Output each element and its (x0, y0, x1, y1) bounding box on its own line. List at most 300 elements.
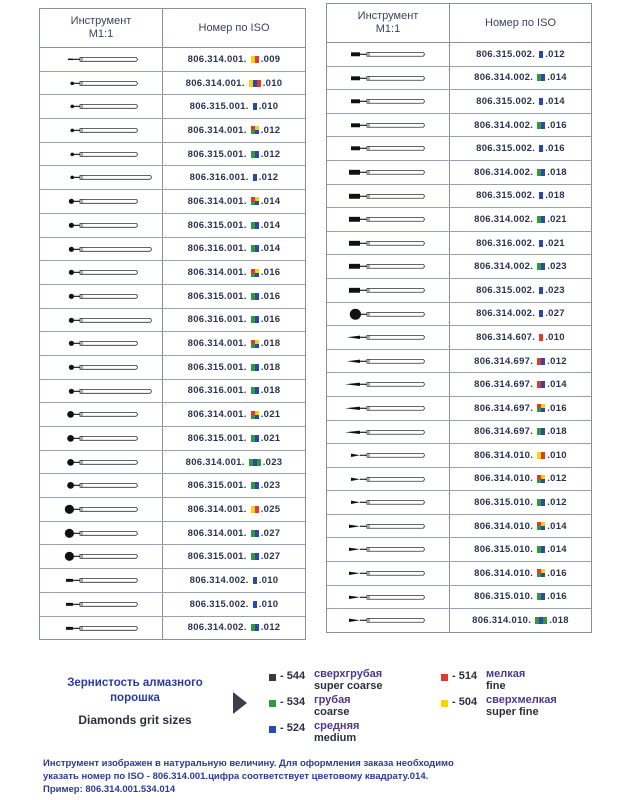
tool-head (349, 572, 360, 575)
table-row (40, 451, 305, 475)
grit-color-squares (251, 506, 259, 513)
shank (367, 383, 425, 387)
iso-size: .012 (547, 355, 567, 367)
iso-number-cell (450, 421, 591, 444)
grit-color-squares (249, 80, 261, 87)
tool-drawing-cell (40, 285, 163, 308)
iso-size: .023 (547, 261, 567, 273)
tool-header-label: Инструмент (70, 15, 132, 27)
iso-number-cell (450, 397, 591, 420)
iso-number-cell (450, 185, 591, 208)
iso-size: .016 (547, 402, 567, 414)
shank (367, 52, 425, 56)
shank (80, 602, 138, 606)
grit-en: medium (314, 732, 357, 744)
table-row (40, 190, 305, 214)
iso-number-cell (450, 232, 591, 255)
tool-drawing-cell (40, 48, 163, 71)
iso-size: .018 (260, 385, 281, 397)
iso-number-cell (163, 545, 305, 568)
grit-square (255, 344, 259, 348)
grit-color-squares (251, 316, 259, 323)
tool-head (65, 552, 74, 561)
grit-color-swatch (441, 674, 448, 681)
iso-size: .016 (260, 290, 281, 302)
bur-tool-icon (40, 190, 162, 213)
bur-tool-icon (327, 326, 449, 349)
iso-number: 806.315.002. (476, 284, 536, 296)
iso-size: .014 (547, 379, 567, 391)
grit-square (255, 151, 259, 158)
bur-tool-icon (327, 67, 449, 90)
tool-drawing-cell (40, 569, 163, 592)
tool-drawing-cell (40, 545, 163, 568)
table-header (327, 4, 591, 43)
grit-square (541, 216, 545, 223)
iso-number-cell (450, 43, 591, 66)
grit-square (255, 273, 259, 277)
tool-head (349, 264, 360, 269)
shank (367, 194, 425, 198)
grit-text (486, 694, 557, 718)
iso-number-cell (163, 190, 305, 213)
table-row (40, 593, 305, 617)
table-row (40, 569, 305, 593)
iso-number-cell (450, 491, 591, 514)
tool-head (345, 407, 360, 410)
table-row (40, 119, 305, 143)
iso-size: .009 (260, 53, 281, 65)
iso-number: 806.314.697. (474, 355, 534, 367)
tool-drawing-cell (40, 309, 163, 332)
shank (80, 105, 138, 109)
grit-color-swatch (269, 700, 276, 707)
table-row (327, 350, 591, 374)
tool-head (65, 505, 74, 514)
right-table-body (327, 43, 591, 632)
table-row (327, 562, 591, 586)
shank (80, 128, 138, 132)
iso-size: .010 (262, 77, 283, 89)
grit-item-544 (269, 668, 382, 692)
table-row (40, 380, 305, 404)
tool-head (69, 246, 74, 251)
bur-tool-icon (40, 522, 162, 545)
table-row (40, 72, 305, 96)
table-row (40, 427, 305, 451)
bur-tool-icon (40, 261, 162, 284)
table-header (40, 9, 305, 48)
grit-code: - 544 (280, 670, 306, 682)
iso-number-cell (450, 90, 591, 113)
grit-square (541, 526, 545, 530)
table-row (40, 143, 305, 167)
shank (367, 288, 425, 292)
table-row (40, 285, 305, 309)
bur-tool-icon (40, 356, 162, 379)
grit-square (253, 103, 257, 110)
table-row (327, 137, 591, 161)
shank (367, 76, 425, 80)
tool-column-header (327, 4, 450, 42)
grit-color-squares (249, 459, 261, 466)
tool-drawing-cell (40, 166, 163, 189)
iso-column-header: Номер по ISO (485, 16, 556, 29)
shank (367, 335, 425, 339)
iso-number: 806.314.001. (187, 527, 247, 539)
grit-square (541, 546, 545, 553)
table-row (40, 48, 305, 72)
iso-size: .021 (260, 409, 281, 421)
bur-tool-icon (327, 114, 449, 137)
bur-tool-icon (327, 538, 449, 561)
grit-color-squares (251, 269, 259, 277)
iso-number: 806.315.002. (476, 95, 536, 107)
tool-head (351, 501, 360, 504)
shank (80, 223, 138, 227)
tool-drawing-cell (40, 403, 163, 426)
iso-size: .016 (260, 267, 281, 279)
grit-color-squares (251, 293, 259, 300)
iso-size: .014 (260, 243, 281, 255)
iso-number: 806.314.010. (474, 473, 534, 485)
bur-tool-icon (40, 451, 162, 474)
tool-head (349, 595, 360, 598)
iso-number-cell (163, 261, 305, 284)
tool-drawing-cell (327, 255, 450, 278)
shank (80, 578, 138, 582)
shank (367, 619, 425, 623)
grit-square (255, 387, 259, 394)
tool-head (351, 52, 360, 56)
grit-square (257, 459, 261, 466)
iso-size: .018 (545, 190, 565, 202)
table-row (327, 491, 591, 515)
tool-head (349, 170, 360, 175)
table-row (40, 166, 305, 190)
grit-square (539, 98, 543, 105)
tool-head (349, 193, 360, 198)
tool-head (66, 603, 73, 606)
tool-drawing-cell (327, 161, 450, 184)
iso-size: .023 (260, 480, 281, 492)
iso-number-cell (163, 72, 305, 95)
grit-color-squares (537, 216, 545, 223)
grit-en: super coarse (314, 680, 383, 692)
iso-number: 806.314.001. (187, 267, 247, 279)
iso-size: .010 (545, 331, 565, 343)
grit-square (541, 74, 545, 81)
table-row (40, 214, 305, 238)
iso-number-cell (163, 474, 305, 497)
iso-number: 806.316.001. (187, 314, 247, 326)
tool-drawing-cell (327, 279, 450, 302)
tool-drawing-cell (327, 114, 450, 137)
tool-drawing-cell (327, 538, 450, 561)
table-row (40, 498, 305, 522)
shank (80, 152, 138, 156)
tool-drawing-cell (327, 43, 450, 66)
grit-color-squares (251, 245, 259, 252)
iso-number-cell (450, 538, 591, 561)
tool-drawing-cell (40, 498, 163, 521)
grit-text (314, 668, 382, 692)
iso-number-cell (163, 238, 305, 261)
bur-tool-icon (40, 593, 162, 616)
grit-color-squares (537, 546, 545, 553)
shank (367, 453, 425, 457)
iso-number: 806.314.001. (187, 338, 247, 350)
grit-square (541, 573, 545, 577)
iso-number-cell (450, 562, 591, 585)
bur-tool-icon (327, 43, 449, 66)
grit-square (255, 245, 259, 252)
tool-drawing-cell (327, 185, 450, 208)
bur-tool-icon (327, 586, 449, 609)
table-row (40, 356, 305, 380)
bur-tool-icon (327, 373, 449, 396)
iso-number: 806.316.001. (189, 172, 249, 184)
grit-en: super fine (486, 706, 539, 718)
bur-tool-icon (40, 143, 162, 166)
left-table-body (40, 48, 305, 639)
tool-head (345, 430, 360, 433)
tool-drawing-cell (327, 515, 450, 538)
bur-tool-icon (40, 309, 162, 332)
tool-head (70, 152, 74, 156)
table-row (40, 309, 305, 333)
iso-size: .018 (547, 426, 567, 438)
grit-color-squares (251, 222, 259, 229)
grit-square (539, 51, 543, 58)
table-row (327, 303, 591, 327)
tool-drawing-cell (327, 350, 450, 373)
iso-number-cell (450, 279, 591, 302)
grit-square (539, 192, 543, 199)
grit-item-534 (269, 694, 351, 718)
grit-text (314, 694, 351, 718)
tool-drawing-cell (327, 397, 450, 420)
grit-square (255, 435, 259, 442)
grit-ru: сверхмелкая (486, 694, 557, 706)
shank (367, 241, 425, 245)
grit-color-squares (537, 404, 545, 412)
iso-number: 806.315.001. (187, 219, 247, 231)
tool-header-scale: M1:1 (375, 23, 401, 35)
tool-drawing-cell (40, 356, 163, 379)
shank (367, 524, 425, 528)
grit-color-squares (537, 475, 545, 483)
bur-tool-icon (327, 90, 449, 113)
iso-size: .018 (260, 361, 281, 373)
tool-drawing-cell (327, 491, 450, 514)
tool-head (69, 199, 74, 204)
grit-color-squares (251, 340, 259, 348)
iso-size: .021 (547, 213, 567, 225)
iso-number: 806.314.010. (474, 520, 534, 532)
grit-color-squares (539, 51, 543, 58)
iso-size: .012 (547, 497, 567, 509)
shank (80, 247, 152, 251)
bur-tool-icon (40, 214, 162, 237)
tool-head (67, 482, 74, 489)
tool-head (345, 383, 360, 386)
table-row (327, 90, 591, 114)
tool-drawing-cell (327, 137, 450, 160)
grit-legend-title: Зернистость алмазного порошка (67, 677, 203, 704)
grit-color-squares (535, 617, 547, 624)
bur-tool-icon (40, 95, 162, 118)
grit-ru: средняя (314, 720, 360, 732)
iso-size: .012 (260, 148, 281, 160)
iso-size: .021 (260, 432, 281, 444)
iso-number-cell (450, 161, 591, 184)
tool-head (349, 241, 360, 246)
right-tool-table (326, 3, 592, 633)
grit-ru: мелкая (486, 668, 526, 680)
tool-head (67, 411, 74, 418)
grit-color-squares (251, 482, 259, 489)
shank (80, 81, 138, 85)
iso-size: .014 (547, 520, 567, 532)
table-row (327, 538, 591, 562)
tool-head (70, 105, 74, 109)
iso-number: 806.314.001. (187, 503, 247, 515)
bur-tool-icon (327, 350, 449, 373)
grit-square (541, 263, 545, 270)
iso-number-cell (163, 522, 305, 545)
tool-drawing-cell (327, 444, 450, 467)
iso-size: .010 (258, 598, 279, 610)
bur-tool-icon (327, 609, 449, 632)
table-row (327, 43, 591, 67)
iso-size: .018 (260, 338, 281, 350)
iso-number-cell (163, 48, 305, 71)
iso-number: 806.315.001. (187, 432, 247, 444)
iso-size: .025 (260, 503, 281, 515)
table-row (327, 468, 591, 492)
tool-head (349, 288, 360, 293)
iso-number-cell (450, 373, 591, 396)
iso-number: 806.315.010. (474, 544, 534, 556)
iso-size: .014 (260, 195, 281, 207)
grit-color-squares (537, 593, 545, 600)
shank (80, 365, 138, 369)
shank (367, 312, 425, 316)
tool-drawing-cell (327, 609, 450, 632)
tool-head (66, 626, 73, 629)
iso-number: 806.314.010. (474, 567, 534, 579)
note-line: указать номер по ISO - 806.314.001.цифра соответствует цветовому квадрату.014. (43, 771, 429, 782)
iso-size: .016 (547, 119, 567, 131)
tool-drawing-cell (40, 214, 163, 237)
shank (80, 389, 152, 393)
iso-number-cell (450, 255, 591, 278)
iso-size: .027 (260, 551, 281, 563)
table-row (40, 474, 305, 498)
iso-number: 806.316.001. (187, 243, 247, 255)
tool-drawing-cell (327, 303, 450, 326)
iso-number: 806.314.002. (187, 622, 247, 634)
iso-size: .018 (547, 166, 567, 178)
tool-head (70, 129, 74, 133)
iso-size: .012 (260, 124, 281, 136)
tool-drawing-cell (40, 380, 163, 403)
grit-square (541, 358, 545, 365)
table-row (327, 373, 591, 397)
iso-size: .010 (547, 449, 567, 461)
iso-size: .016 (547, 567, 567, 579)
grit-square (541, 122, 545, 129)
grit-square (255, 364, 259, 371)
iso-number-cell (163, 332, 305, 355)
tool-head (347, 359, 360, 362)
iso-number-cell (163, 95, 305, 118)
grit-color-squares (537, 74, 545, 81)
shank (367, 170, 425, 174)
tool-head (347, 336, 360, 339)
shank (367, 123, 425, 127)
iso-number-cell (450, 350, 591, 373)
iso-size: .018 (549, 615, 569, 627)
tool-head (67, 459, 74, 466)
tool-head (70, 176, 74, 180)
grit-color-squares (251, 624, 259, 631)
iso-size: .010 (258, 101, 279, 113)
iso-number-cell (163, 593, 305, 616)
shank (80, 460, 138, 464)
tool-drawing-cell (40, 593, 163, 616)
iso-number: 806.315.002. (189, 598, 249, 610)
bur-tool-icon (327, 515, 449, 538)
shank (367, 265, 425, 269)
grit-color-squares (539, 310, 543, 317)
iso-number-cell (163, 569, 305, 592)
iso-number-cell (450, 444, 591, 467)
iso-number-cell (163, 119, 305, 142)
iso-number-cell (163, 498, 305, 521)
tool-head (351, 477, 360, 480)
iso-number: 806.315.010. (474, 497, 534, 509)
iso-size: .016 (545, 143, 565, 155)
grit-color-squares (537, 569, 545, 577)
iso-number: 806.315.002. (476, 190, 536, 202)
tool-head (69, 270, 74, 275)
shank (367, 595, 425, 599)
bur-tool-icon (327, 279, 449, 302)
grit-square (255, 482, 259, 489)
bur-tool-icon (327, 421, 449, 444)
grit-code: - 524 (280, 722, 306, 734)
table-row (327, 421, 591, 445)
grit-color-squares (537, 428, 545, 435)
tool-head (69, 341, 74, 346)
tool-head (69, 365, 74, 370)
iso-number: 806.314.697. (474, 402, 534, 414)
grit-square (255, 316, 259, 323)
tool-drawing-cell (40, 332, 163, 355)
bur-tool-icon (327, 303, 449, 326)
table-row (327, 67, 591, 91)
grit-legend-subtitle: Diamonds grit sizes (78, 713, 192, 727)
iso-size: .027 (260, 527, 281, 539)
table-row (40, 332, 305, 356)
tool-drawing-cell (327, 373, 450, 396)
grit-color-squares (251, 435, 259, 442)
bur-tool-icon (40, 285, 162, 308)
iso-number-cell (450, 586, 591, 609)
arrow-right-icon (233, 692, 247, 714)
